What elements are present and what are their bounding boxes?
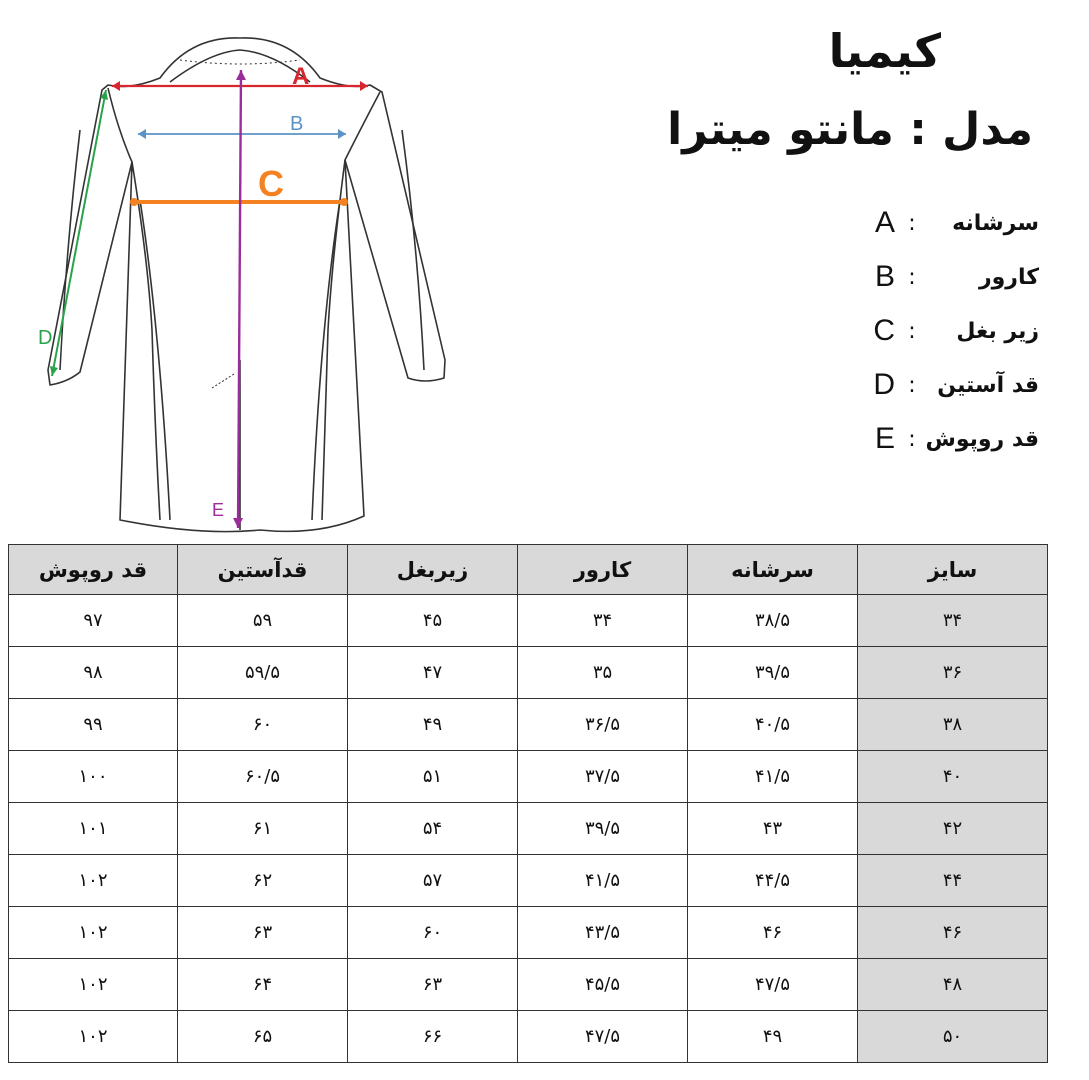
size-cell: ۴۴ [858,855,1048,907]
table-cell: ۶۰ [178,699,348,751]
legend-letter: C [873,314,895,347]
table-cell: ۱۰۱ [9,803,178,855]
measure-label-e: E [212,500,225,520]
measure-label-c: C [258,163,284,204]
table-cell: ۶۶ [348,1011,518,1063]
table-cell: ۵۹ [178,595,348,647]
legend-row [789,250,1039,304]
table-cell: ۴۹ [348,699,518,751]
size-cell: ۳۶ [858,647,1048,699]
table-cell: ۶۳ [178,907,348,959]
legend-row [789,412,1039,466]
size-cell: ۴۶ [858,907,1048,959]
legend-colon: : [908,210,916,236]
column-header: زیربغل [348,545,518,595]
measure-label-d: D [38,327,53,349]
table-cell: ۴۳ [688,803,858,855]
coat-seam [60,130,80,370]
table-cell: ۵۹/۵ [178,647,348,699]
legend-row [789,196,1039,250]
legend-letter: E [874,422,895,455]
legend-letter: A [874,206,895,239]
table-cell: ۳۹/۵ [518,803,688,855]
measure-label-b: B [290,113,304,135]
table-cell: ۱۰۰ [9,751,178,803]
table-cell: ۴۷/۵ [688,959,858,1011]
measure-line-b [138,129,346,139]
size-cell: ۳۴ [858,595,1048,647]
coat-seam [345,92,380,160]
table-cell: ۶۰ [348,907,518,959]
table-header-row [9,545,1048,595]
table-cell: ۴۵ [348,595,518,647]
legend-name: کارور [978,264,1039,290]
model-title: مدل : مانتو میترا [667,104,1033,155]
table-cell: ۱۰۲ [9,959,178,1011]
table-cell: ۴۱/۵ [688,751,858,803]
coat-body-outline [48,38,445,532]
table-cell: ۶۲ [178,855,348,907]
table-row [9,751,1048,803]
table-cell: ۱۰۲ [9,907,178,959]
coat-seam [322,160,345,520]
legend-colon: : [908,264,916,290]
table-cell: ۹۹ [9,699,178,751]
column-header: قدآستین [178,545,348,595]
table-cell: ۶۵ [178,1011,348,1063]
table-row [9,647,1048,699]
legend-name: قد روپوش [925,426,1039,452]
table-cell: ۹۸ [9,647,178,699]
size-cell: ۳۸ [858,699,1048,751]
table-cell: ۹۷ [9,595,178,647]
legend-letter: D [873,368,895,401]
measurement-legend [789,196,1039,466]
table-row [9,907,1048,959]
coat-diagram [20,30,520,540]
table-row [9,803,1048,855]
table-cell: ۶۱ [178,803,348,855]
table-cell: ۱۰۲ [9,1011,178,1063]
table-cell: ۴۷ [348,647,518,699]
legend-name: سرشانه [952,210,1039,236]
table-row [9,959,1048,1011]
table-cell: ۳۶/۵ [518,699,688,751]
legend-letter: B [874,260,895,293]
table-cell: ۳۴ [518,595,688,647]
legend-colon: : [908,426,916,452]
size-cell: ۵۰ [858,1011,1048,1063]
table-cell: ۴۰/۵ [688,699,858,751]
size-table [8,544,1048,1063]
table-row [9,1011,1048,1063]
brand-title: کیمیا [828,24,941,78]
table-row [9,595,1048,647]
table-cell: ۱۰۲ [9,855,178,907]
table-cell: ۶۴ [178,959,348,1011]
table-cell: ۴۹ [688,1011,858,1063]
measure-line-e [233,70,246,528]
table-row [9,855,1048,907]
table-cell: ۵۴ [348,803,518,855]
measure-label-a: A [292,63,310,90]
table-cell: ۵۱ [348,751,518,803]
table-cell: ۴۱/۵ [518,855,688,907]
table-cell: ۳۸/۵ [688,595,858,647]
table-cell: ۶۰/۵ [178,751,348,803]
legend-colon: : [908,372,916,398]
column-header: قد روپوش [9,545,178,595]
table-cell: ۶۳ [348,959,518,1011]
legend-name: زیر بغل [956,318,1039,344]
coat-seam [108,88,132,162]
coat-seam [312,200,340,520]
legend-name: قد آستین [937,372,1039,398]
table-cell: ۵۷ [348,855,518,907]
table-row [9,699,1048,751]
column-header: سرشانه [688,545,858,595]
table-cell: ۴۴/۵ [688,855,858,907]
column-header: سایز [858,545,1048,595]
table-cell: ۴۶ [688,907,858,959]
table-cell: ۴۷/۵ [518,1011,688,1063]
table-cell: ۳۷/۵ [518,751,688,803]
legend-row [789,358,1039,412]
table-cell: ۴۳/۵ [518,907,688,959]
size-cell: ۴۲ [858,803,1048,855]
size-cell: ۴۰ [858,751,1048,803]
legend-colon: : [908,318,916,344]
table-cell: ۳۵ [518,647,688,699]
table-cell: ۳۹/۵ [688,647,858,699]
coat-seam [132,162,160,520]
size-cell: ۴۸ [858,959,1048,1011]
table-body [9,595,1048,1063]
coat-seam [402,130,424,370]
column-header: کارور [518,545,688,595]
legend-row [789,304,1039,358]
coat-vent [212,374,234,388]
table-cell: ۴۵/۵ [518,959,688,1011]
